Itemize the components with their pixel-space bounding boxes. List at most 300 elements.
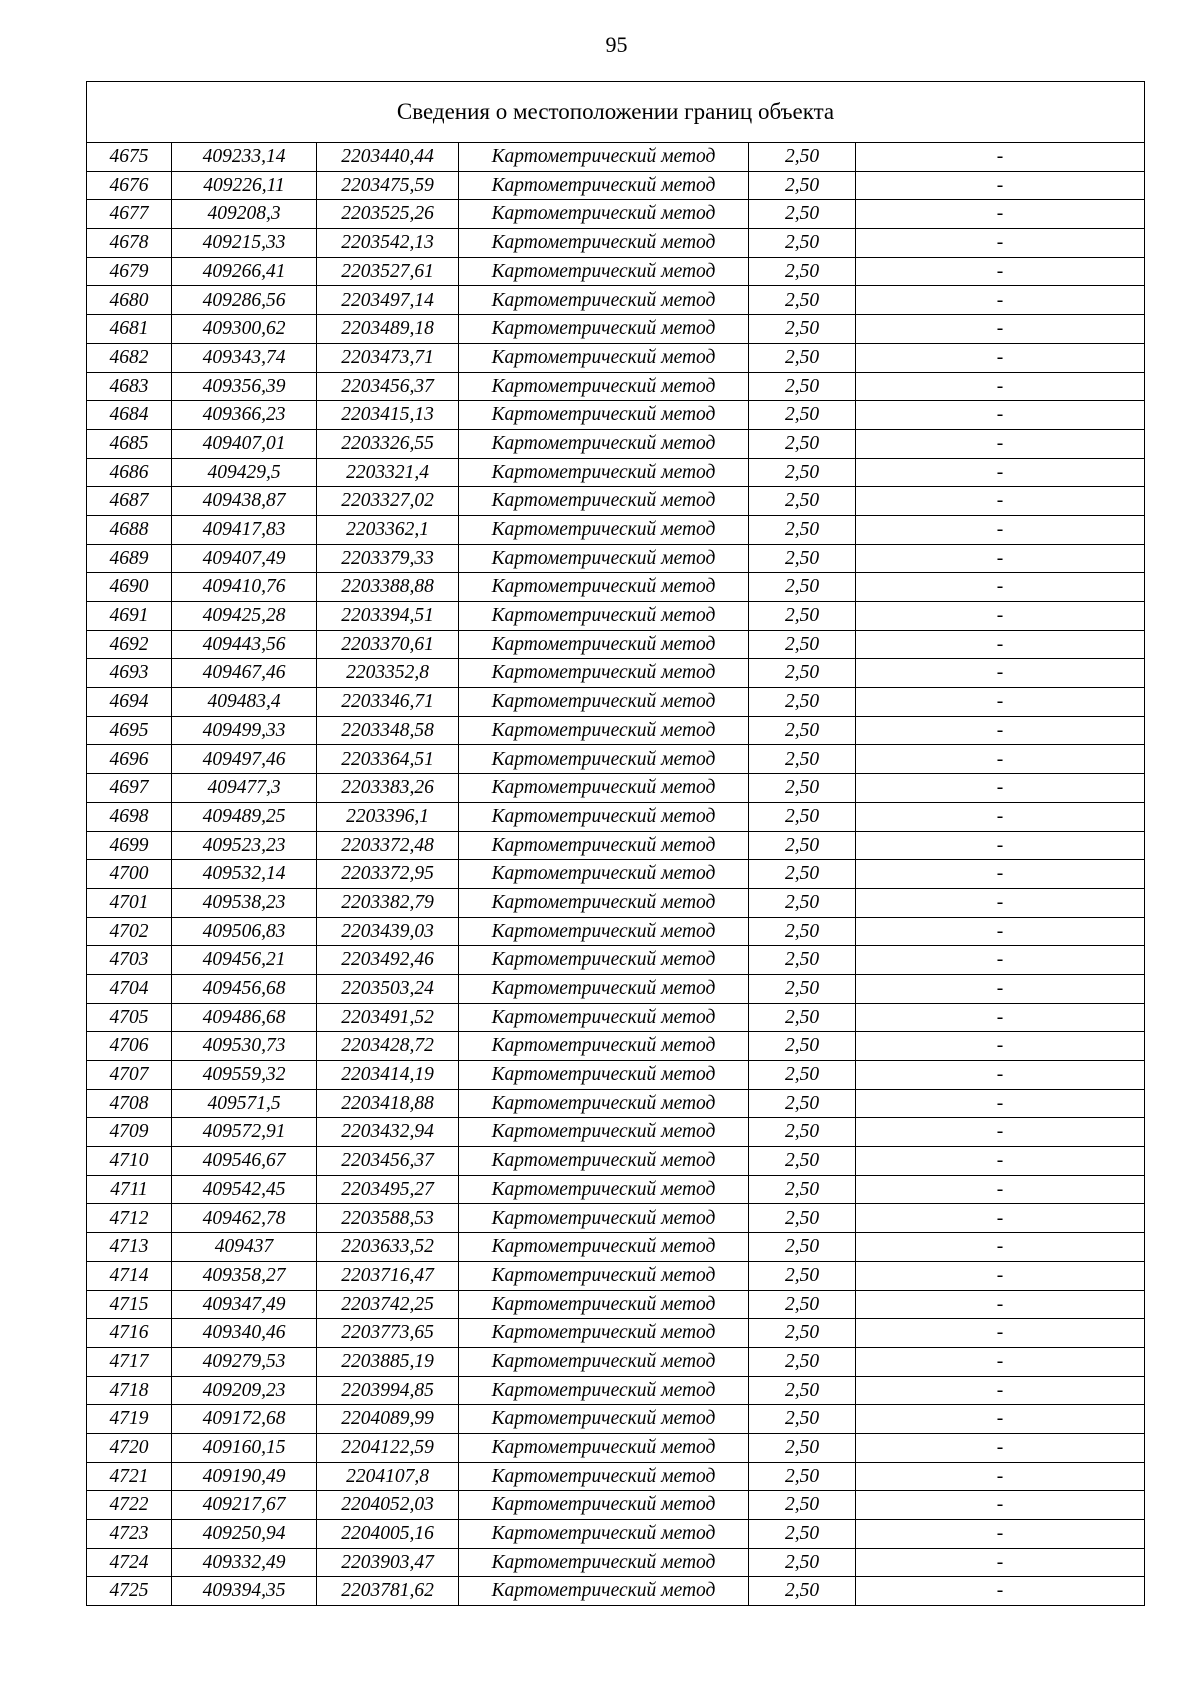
table-row [87, 888, 1145, 917]
precision-cell: 2,50 [749, 1061, 856, 1090]
table-row [87, 860, 1145, 889]
method-cell: Картометрический метод [459, 458, 749, 487]
method-cell: Картометрический метод [459, 831, 749, 860]
precision-cell: 2,50 [749, 602, 856, 631]
table-row [87, 602, 1145, 631]
x-coordinate-cell: 409486,68 [172, 1003, 317, 1032]
point-number-cell: 4680 [87, 286, 172, 315]
description-cell: - [856, 487, 1145, 516]
y-coordinate-cell: 2203525,26 [317, 200, 459, 229]
point-number-cell: 4705 [87, 1003, 172, 1032]
precision-cell: 2,50 [749, 831, 856, 860]
method-cell: Картометрический метод [459, 745, 749, 774]
description-cell: - [856, 372, 1145, 401]
precision-cell: 2,50 [749, 1204, 856, 1233]
y-coordinate-cell: 2203394,51 [317, 602, 459, 631]
point-number-cell: 4718 [87, 1376, 172, 1405]
method-cell: Картометрический метод [459, 229, 749, 258]
precision-cell: 2,50 [749, 1405, 856, 1434]
x-coordinate-cell: 409456,21 [172, 946, 317, 975]
point-number-cell: 4711 [87, 1175, 172, 1204]
method-cell: Картометрический метод [459, 429, 749, 458]
table-row [87, 1261, 1145, 1290]
point-number-cell: 4715 [87, 1290, 172, 1319]
y-coordinate-cell: 2203903,47 [317, 1548, 459, 1577]
x-coordinate-cell: 409542,45 [172, 1175, 317, 1204]
description-cell: - [856, 458, 1145, 487]
precision-cell: 2,50 [749, 716, 856, 745]
y-coordinate-cell: 2203418,88 [317, 1089, 459, 1118]
description-cell: - [856, 602, 1145, 631]
precision-cell: 2,50 [749, 974, 856, 1003]
point-number-cell: 4690 [87, 573, 172, 602]
point-number-cell: 4693 [87, 659, 172, 688]
point-number-cell: 4695 [87, 716, 172, 745]
point-number-cell: 4708 [87, 1089, 172, 1118]
point-number-cell: 4719 [87, 1405, 172, 1434]
table-row [87, 372, 1145, 401]
point-number-cell: 4675 [87, 143, 172, 172]
description-cell: - [856, 1347, 1145, 1376]
precision-cell: 2,50 [749, 1462, 856, 1491]
x-coordinate-cell: 409217,67 [172, 1491, 317, 1520]
precision-cell: 2,50 [749, 544, 856, 573]
table-row [87, 1405, 1145, 1434]
x-coordinate-cell: 409572,91 [172, 1118, 317, 1147]
y-coordinate-cell: 2203362,1 [317, 515, 459, 544]
method-cell: Картометрический метод [459, 974, 749, 1003]
point-number-cell: 4702 [87, 917, 172, 946]
method-cell: Картометрический метод [459, 401, 749, 430]
method-cell: Картометрический метод [459, 1347, 749, 1376]
point-number-cell: 4686 [87, 458, 172, 487]
y-coordinate-cell: 2203742,25 [317, 1290, 459, 1319]
point-number-cell: 4713 [87, 1233, 172, 1262]
y-coordinate-cell: 2203432,94 [317, 1118, 459, 1147]
method-cell: Картометрический метод [459, 774, 749, 803]
point-number-cell: 4703 [87, 946, 172, 975]
x-coordinate-cell: 409250,94 [172, 1520, 317, 1549]
table-row [87, 143, 1145, 172]
description-cell: - [856, 774, 1145, 803]
description-cell: - [856, 515, 1145, 544]
point-number-cell: 4694 [87, 688, 172, 717]
description-cell: - [856, 315, 1145, 344]
method-cell: Картометрический метод [459, 1319, 749, 1348]
point-number-cell: 4710 [87, 1147, 172, 1176]
precision-cell: 2,50 [749, 946, 856, 975]
x-coordinate-cell: 409546,67 [172, 1147, 317, 1176]
precision-cell: 2,50 [749, 860, 856, 889]
method-cell: Картометрический метод [459, 200, 749, 229]
description-cell: - [856, 286, 1145, 315]
table-row [87, 1319, 1145, 1348]
description-cell: - [856, 1548, 1145, 1577]
description-cell: - [856, 974, 1145, 1003]
precision-cell: 2,50 [749, 1233, 856, 1262]
table-row [87, 1548, 1145, 1577]
table-row [87, 544, 1145, 573]
method-cell: Картометрический метод [459, 544, 749, 573]
method-cell: Картометрический метод [459, 1089, 749, 1118]
y-coordinate-cell: 2203489,18 [317, 315, 459, 344]
method-cell: Картометрический метод [459, 257, 749, 286]
precision-cell: 2,50 [749, 802, 856, 831]
description-cell: - [856, 143, 1145, 172]
description-cell: - [856, 1290, 1145, 1319]
boundary-coordinates-table [86, 81, 1145, 1606]
point-number-cell: 4696 [87, 745, 172, 774]
precision-cell: 2,50 [749, 688, 856, 717]
description-cell: - [856, 1175, 1145, 1204]
point-number-cell: 4683 [87, 372, 172, 401]
point-number-cell: 4682 [87, 343, 172, 372]
precision-cell: 2,50 [749, 487, 856, 516]
description-cell: - [856, 1032, 1145, 1061]
y-coordinate-cell: 2203382,79 [317, 888, 459, 917]
table-row [87, 630, 1145, 659]
point-number-cell: 4691 [87, 602, 172, 631]
y-coordinate-cell: 2203527,61 [317, 257, 459, 286]
precision-cell: 2,50 [749, 200, 856, 229]
table-row [87, 1233, 1145, 1262]
precision-cell: 2,50 [749, 1147, 856, 1176]
method-cell: Картометрический метод [459, 1147, 749, 1176]
method-cell: Картометрический метод [459, 343, 749, 372]
table-row [87, 688, 1145, 717]
x-coordinate-cell: 409407,49 [172, 544, 317, 573]
method-cell: Картометрический метод [459, 659, 749, 688]
x-coordinate-cell: 409462,78 [172, 1204, 317, 1233]
y-coordinate-cell: 2203383,26 [317, 774, 459, 803]
precision-cell: 2,50 [749, 401, 856, 430]
x-coordinate-cell: 409410,76 [172, 573, 317, 602]
x-coordinate-cell: 409343,74 [172, 343, 317, 372]
x-coordinate-cell: 409226,11 [172, 171, 317, 200]
table-row [87, 315, 1145, 344]
precision-cell: 2,50 [749, 372, 856, 401]
method-cell: Картометрический метод [459, 1233, 749, 1262]
table-row [87, 774, 1145, 803]
description-cell: - [856, 1319, 1145, 1348]
y-coordinate-cell: 2203503,24 [317, 974, 459, 1003]
precision-cell: 2,50 [749, 888, 856, 917]
point-number-cell: 4698 [87, 802, 172, 831]
y-coordinate-cell: 2203994,85 [317, 1376, 459, 1405]
precision-cell: 2,50 [749, 257, 856, 286]
method-cell: Картометрический метод [459, 1376, 749, 1405]
y-coordinate-cell: 2203348,58 [317, 716, 459, 745]
y-coordinate-cell: 2203588,53 [317, 1204, 459, 1233]
description-cell: - [856, 1061, 1145, 1090]
method-cell: Картометрический метод [459, 372, 749, 401]
table-row [87, 1433, 1145, 1462]
y-coordinate-cell: 2203379,33 [317, 544, 459, 573]
precision-cell: 2,50 [749, 1089, 856, 1118]
point-number-cell: 4717 [87, 1347, 172, 1376]
point-number-cell: 4725 [87, 1577, 172, 1606]
point-number-cell: 4679 [87, 257, 172, 286]
x-coordinate-cell: 409366,23 [172, 401, 317, 430]
description-cell: - [856, 946, 1145, 975]
method-cell: Картометрический метод [459, 315, 749, 344]
point-number-cell: 4706 [87, 1032, 172, 1061]
description-cell: - [856, 1433, 1145, 1462]
x-coordinate-cell: 409215,33 [172, 229, 317, 258]
y-coordinate-cell: 2203346,71 [317, 688, 459, 717]
table-row [87, 1003, 1145, 1032]
table-row [87, 1089, 1145, 1118]
x-coordinate-cell: 409172,68 [172, 1405, 317, 1434]
method-cell: Картометрический метод [459, 1290, 749, 1319]
table-row [87, 286, 1145, 315]
y-coordinate-cell: 2203439,03 [317, 917, 459, 946]
description-cell: - [856, 688, 1145, 717]
method-cell: Картометрический метод [459, 1491, 749, 1520]
table-row [87, 343, 1145, 372]
x-coordinate-cell: 409417,83 [172, 515, 317, 544]
precision-cell: 2,50 [749, 1261, 856, 1290]
point-number-cell: 4723 [87, 1520, 172, 1549]
method-cell: Картометрический метод [459, 286, 749, 315]
point-number-cell: 4724 [87, 1548, 172, 1577]
method-cell: Картометрический метод [459, 1462, 749, 1491]
x-coordinate-cell: 409300,62 [172, 315, 317, 344]
method-cell: Картометрический метод [459, 487, 749, 516]
x-coordinate-cell: 409437 [172, 1233, 317, 1262]
description-cell: - [856, 802, 1145, 831]
y-coordinate-cell: 2203364,51 [317, 745, 459, 774]
y-coordinate-cell: 2203327,02 [317, 487, 459, 516]
table-row [87, 171, 1145, 200]
x-coordinate-cell: 409499,33 [172, 716, 317, 745]
precision-cell: 2,50 [749, 286, 856, 315]
table-caption: Сведения о местоположении границ объекта [87, 82, 1145, 143]
description-cell: - [856, 200, 1145, 229]
table-row [87, 487, 1145, 516]
table-row [87, 515, 1145, 544]
method-cell: Картометрический метод [459, 1405, 749, 1434]
x-coordinate-cell: 409358,27 [172, 1261, 317, 1290]
boundary-table-container [86, 81, 1144, 1606]
point-number-cell: 4699 [87, 831, 172, 860]
precision-cell: 2,50 [749, 1118, 856, 1147]
description-cell: - [856, 1233, 1145, 1262]
point-number-cell: 4676 [87, 171, 172, 200]
precision-cell: 2,50 [749, 1548, 856, 1577]
x-coordinate-cell: 409340,46 [172, 1319, 317, 1348]
point-number-cell: 4714 [87, 1261, 172, 1290]
precision-cell: 2,50 [749, 1032, 856, 1061]
y-coordinate-cell: 2203491,52 [317, 1003, 459, 1032]
x-coordinate-cell: 409356,39 [172, 372, 317, 401]
y-coordinate-cell: 2203716,47 [317, 1261, 459, 1290]
point-number-cell: 4716 [87, 1319, 172, 1348]
precision-cell: 2,50 [749, 1347, 856, 1376]
precision-cell: 2,50 [749, 659, 856, 688]
x-coordinate-cell: 409347,49 [172, 1290, 317, 1319]
description-cell: - [856, 659, 1145, 688]
table-row [87, 974, 1145, 1003]
description-cell: - [856, 831, 1145, 860]
table-row [87, 1577, 1145, 1606]
precision-cell: 2,50 [749, 1433, 856, 1462]
y-coordinate-cell: 2203372,48 [317, 831, 459, 860]
description-cell: - [856, 1118, 1145, 1147]
precision-cell: 2,50 [749, 343, 856, 372]
y-coordinate-cell: 2203352,8 [317, 659, 459, 688]
description-cell: - [856, 1204, 1145, 1233]
description-cell: - [856, 343, 1145, 372]
x-coordinate-cell: 409233,14 [172, 143, 317, 172]
x-coordinate-cell: 409286,56 [172, 286, 317, 315]
y-coordinate-cell: 2203885,19 [317, 1347, 459, 1376]
method-cell: Картометрический метод [459, 1175, 749, 1204]
table-row [87, 200, 1145, 229]
point-number-cell: 4688 [87, 515, 172, 544]
x-coordinate-cell: 409266,41 [172, 257, 317, 286]
method-cell: Картометрический метод [459, 630, 749, 659]
point-number-cell: 4707 [87, 1061, 172, 1090]
precision-cell: 2,50 [749, 573, 856, 602]
x-coordinate-cell: 409506,83 [172, 917, 317, 946]
table-row [87, 716, 1145, 745]
y-coordinate-cell: 2203456,37 [317, 1147, 459, 1176]
point-number-cell: 4697 [87, 774, 172, 803]
description-cell: - [856, 745, 1145, 774]
method-cell: Картометрический метод [459, 946, 749, 975]
point-number-cell: 4689 [87, 544, 172, 573]
method-cell: Картометрический метод [459, 1520, 749, 1549]
y-coordinate-cell: 2203415,13 [317, 401, 459, 430]
method-cell: Картометрический метод [459, 1003, 749, 1032]
description-cell: - [856, 171, 1145, 200]
method-cell: Картометрический метод [459, 1118, 749, 1147]
precision-cell: 2,50 [749, 630, 856, 659]
description-cell: - [856, 229, 1145, 258]
method-cell: Картометрический метод [459, 688, 749, 717]
point-number-cell: 4678 [87, 229, 172, 258]
y-coordinate-cell: 2203326,55 [317, 429, 459, 458]
table-body [87, 143, 1145, 1606]
table-row [87, 917, 1145, 946]
point-number-cell: 4701 [87, 888, 172, 917]
point-number-cell: 4704 [87, 974, 172, 1003]
precision-cell: 2,50 [749, 458, 856, 487]
table-row [87, 1491, 1145, 1520]
precision-cell: 2,50 [749, 429, 856, 458]
description-cell: - [856, 1376, 1145, 1405]
description-cell: - [856, 1491, 1145, 1520]
description-cell: - [856, 1003, 1145, 1032]
x-coordinate-cell: 409438,87 [172, 487, 317, 516]
y-coordinate-cell: 2203473,71 [317, 343, 459, 372]
x-coordinate-cell: 409429,5 [172, 458, 317, 487]
precision-cell: 2,50 [749, 1175, 856, 1204]
x-coordinate-cell: 409443,56 [172, 630, 317, 659]
y-coordinate-cell: 2203456,37 [317, 372, 459, 401]
x-coordinate-cell: 409489,25 [172, 802, 317, 831]
y-coordinate-cell: 2203372,95 [317, 860, 459, 889]
description-cell: - [856, 917, 1145, 946]
method-cell: Картометрический метод [459, 1261, 749, 1290]
precision-cell: 2,50 [749, 229, 856, 258]
table-row [87, 1290, 1145, 1319]
table-row [87, 745, 1145, 774]
description-cell: - [856, 860, 1145, 889]
table-row [87, 1347, 1145, 1376]
x-coordinate-cell: 409483,4 [172, 688, 317, 717]
y-coordinate-cell: 2203497,14 [317, 286, 459, 315]
point-number-cell: 4720 [87, 1433, 172, 1462]
y-coordinate-cell: 2203370,61 [317, 630, 459, 659]
table-row [87, 1204, 1145, 1233]
point-number-cell: 4687 [87, 487, 172, 516]
point-number-cell: 4685 [87, 429, 172, 458]
table-caption-row [87, 82, 1145, 143]
precision-cell: 2,50 [749, 1376, 856, 1405]
table-row [87, 1061, 1145, 1090]
precision-cell: 2,50 [749, 171, 856, 200]
precision-cell: 2,50 [749, 315, 856, 344]
table-row [87, 458, 1145, 487]
table-row [87, 1147, 1145, 1176]
y-coordinate-cell: 2203475,59 [317, 171, 459, 200]
x-coordinate-cell: 409332,49 [172, 1548, 317, 1577]
x-coordinate-cell: 409530,73 [172, 1032, 317, 1061]
point-number-cell: 4721 [87, 1462, 172, 1491]
y-coordinate-cell: 2203414,19 [317, 1061, 459, 1090]
y-coordinate-cell: 2203773,65 [317, 1319, 459, 1348]
point-number-cell: 4692 [87, 630, 172, 659]
table-row [87, 573, 1145, 602]
x-coordinate-cell: 409425,28 [172, 602, 317, 631]
method-cell: Картометрический метод [459, 515, 749, 544]
precision-cell: 2,50 [749, 1491, 856, 1520]
method-cell: Картометрический метод [459, 1433, 749, 1462]
method-cell: Картометрический метод [459, 888, 749, 917]
description-cell: - [856, 1261, 1145, 1290]
y-coordinate-cell: 2203633,52 [317, 1233, 459, 1262]
point-number-cell: 4677 [87, 200, 172, 229]
y-coordinate-cell: 2203388,88 [317, 573, 459, 602]
description-cell: - [856, 1520, 1145, 1549]
point-number-cell: 4712 [87, 1204, 172, 1233]
precision-cell: 2,50 [749, 745, 856, 774]
table-row [87, 831, 1145, 860]
point-number-cell: 4722 [87, 1491, 172, 1520]
point-number-cell: 4709 [87, 1118, 172, 1147]
table-row [87, 802, 1145, 831]
table-row [87, 1175, 1145, 1204]
x-coordinate-cell: 409190,49 [172, 1462, 317, 1491]
x-coordinate-cell: 409571,5 [172, 1089, 317, 1118]
precision-cell: 2,50 [749, 1003, 856, 1032]
y-coordinate-cell: 2203492,46 [317, 946, 459, 975]
description-cell: - [856, 888, 1145, 917]
y-coordinate-cell: 2204122,59 [317, 1433, 459, 1462]
description-cell: - [856, 544, 1145, 573]
method-cell: Картометрический метод [459, 1548, 749, 1577]
x-coordinate-cell: 409559,32 [172, 1061, 317, 1090]
y-coordinate-cell: 2203781,62 [317, 1577, 459, 1606]
y-coordinate-cell: 2204089,99 [317, 1405, 459, 1434]
method-cell: Картометрический метод [459, 802, 749, 831]
description-cell: - [856, 1089, 1145, 1118]
precision-cell: 2,50 [749, 774, 856, 803]
table-row [87, 229, 1145, 258]
method-cell: Картометрический метод [459, 573, 749, 602]
